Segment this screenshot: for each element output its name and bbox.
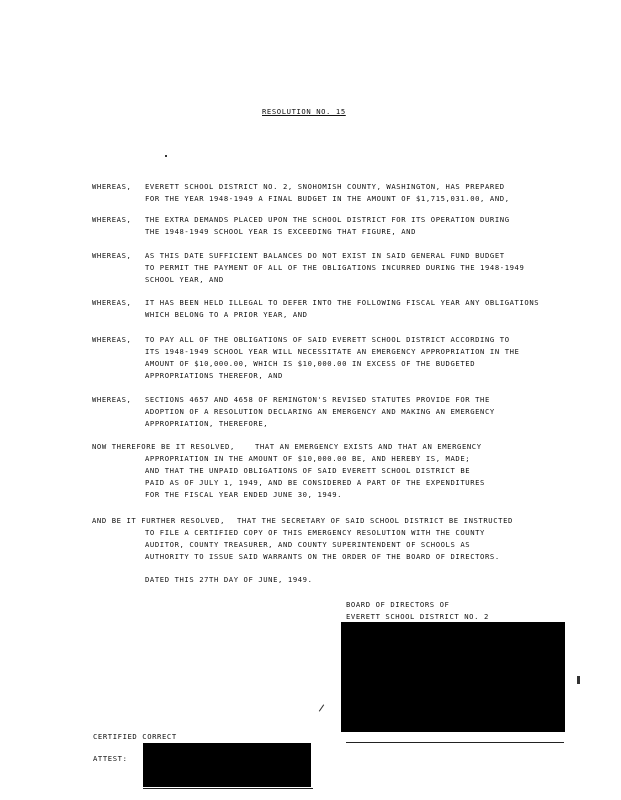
paragraph-5-line-3: AMOUNT OF $10,000.00, WHICH IS $10,000.00 IN EXCESS OF THE BUDGETED xyxy=(145,359,476,368)
signature-line xyxy=(346,742,564,743)
further-resolved-label: AND BE IT FURTHER RESOLVED, xyxy=(92,516,226,525)
resolved-line-1: THAT AN EMERGENCY EXISTS AND THAT AN EMERGENCY xyxy=(255,442,482,451)
resolved-line-4: PAID AS OF JULY 1, 1949, AND BE CONSIDERED A PART OF THE EXPENDITURES xyxy=(145,478,485,487)
resolved-label: NOW THEREFORE BE IT RESOLVED, xyxy=(92,442,235,451)
paragraph-5-line-2: ITS 1948-1949 SCHOOL YEAR WILL NECESSITATE AN EMERGENCY APPROPRIATION IN THE xyxy=(145,347,520,356)
whereas-label-3: WHEREAS, xyxy=(92,251,132,260)
paragraph-4-line-1: IT HAS BEEN HELD ILLEGAL TO DEFER INTO THE FOLLOWING FISCAL YEAR ANY OBLIGATIONS xyxy=(145,298,540,307)
certified-correct-label: CERTIFIED CORRECT xyxy=(93,732,177,741)
paragraph-3-line-1: AS THIS DATE SUFFICIENT BALANCES DO NOT EXIST IN SAID GENERAL FUND BUDGET xyxy=(145,251,505,260)
scan-speck xyxy=(319,704,324,711)
paragraph-1-line-1: EVERETT SCHOOL DISTRICT NO. 2, SNOHOMISH COUNTY, WASHINGTON, HAS PREPARED xyxy=(145,182,505,191)
district-heading: EVERETT SCHOOL DISTRICT NO. 2 xyxy=(346,612,489,621)
paragraph-2-line-1: THE EXTRA DEMANDS PLACED UPON THE SCHOOL DISTRICT FOR ITS OPERATION DURING xyxy=(145,215,510,224)
board-of-directors-heading: BOARD OF DIRECTORS OF xyxy=(346,600,450,609)
scan-speck xyxy=(165,155,167,157)
further-line-1: THAT THE SECRETARY OF SAID SCHOOL DISTRICT BE INSTRUCTED xyxy=(237,516,513,525)
whereas-label-1: WHEREAS, xyxy=(92,182,132,191)
paragraph-1-line-2: FOR THE YEAR 1948-1949 A FINAL BUDGET IN THE AMOUNT OF $1,715,031.00, AND, xyxy=(145,194,510,203)
paragraph-3-line-3: SCHOOL YEAR, AND xyxy=(145,275,224,284)
attest-signature-line xyxy=(143,788,313,789)
dated-line: DATED THIS 27TH DAY OF JUNE, 1949. xyxy=(145,575,313,584)
resolution-title: RESOLUTION NO. 15 xyxy=(262,107,346,116)
paragraph-6-line-1: SECTIONS 4657 AND 4658 OF REMINGTON'S REVISED STATUTES PROVIDE FOR THE xyxy=(145,395,490,404)
further-line-3: AUDITOR, COUNTY TREASURER, AND COUNTY SUPERINTENDENT OF SCHOOLS AS xyxy=(145,540,471,549)
paragraph-2-line-2: THE 1948-1949 SCHOOL YEAR IS EXCEEDING THAT FIGURE, AND xyxy=(145,227,416,236)
further-line-4: AUTHORITY TO ISSUE SAID WARRANTS ON THE ORDER OF THE BOARD OF DIRECTORS. xyxy=(145,552,500,561)
scan-speck xyxy=(577,676,580,684)
paragraph-6-line-3: APPROPRIATION, THEREFORE, xyxy=(145,419,269,428)
paragraph-6-line-2: ADOPTION OF A RESOLUTION DECLARING AN EMERGENCY AND MAKING AN EMERGENCY xyxy=(145,407,495,416)
paragraph-3-line-2: TO PERMIT THE PAYMENT OF ALL OF THE OBLIGATIONS INCURRED DURING THE 1948-1949 xyxy=(145,263,525,272)
whereas-label-2: WHEREAS, xyxy=(92,215,132,224)
redaction-block-attest xyxy=(143,743,311,787)
resolved-line-5: FOR THE FISCAL YEAR ENDED JUNE 30, 1949. xyxy=(145,490,343,499)
further-line-2: TO FILE A CERTIFIED COPY OF THIS EMERGENCY RESOLUTION WITH THE COUNTY xyxy=(145,528,485,537)
attest-label: ATTEST: xyxy=(93,754,128,763)
resolved-line-3: AND THAT THE UNPAID OBLIGATIONS OF SAID EVERETT SCHOOL DISTRICT BE xyxy=(145,466,471,475)
paragraph-5-line-4: APPROPRIATIONS THEREFOR, AND xyxy=(145,371,283,380)
paragraph-5-line-1: TO PAY ALL OF THE OBLIGATIONS OF SAID EVERETT SCHOOL DISTRICT ACCORDING TO xyxy=(145,335,510,344)
redaction-block-signatures xyxy=(341,622,565,732)
whereas-label-4: WHEREAS, xyxy=(92,298,132,307)
whereas-label-6: WHEREAS, xyxy=(92,395,132,404)
paragraph-4-line-2: WHICH BELONG TO A PRIOR YEAR, AND xyxy=(145,310,308,319)
whereas-label-5: WHEREAS, xyxy=(92,335,132,344)
resolved-line-2: APPROPRIATION IN THE AMOUNT OF $10,000.00 BE, AND HEREBY IS, MADE; xyxy=(145,454,471,463)
